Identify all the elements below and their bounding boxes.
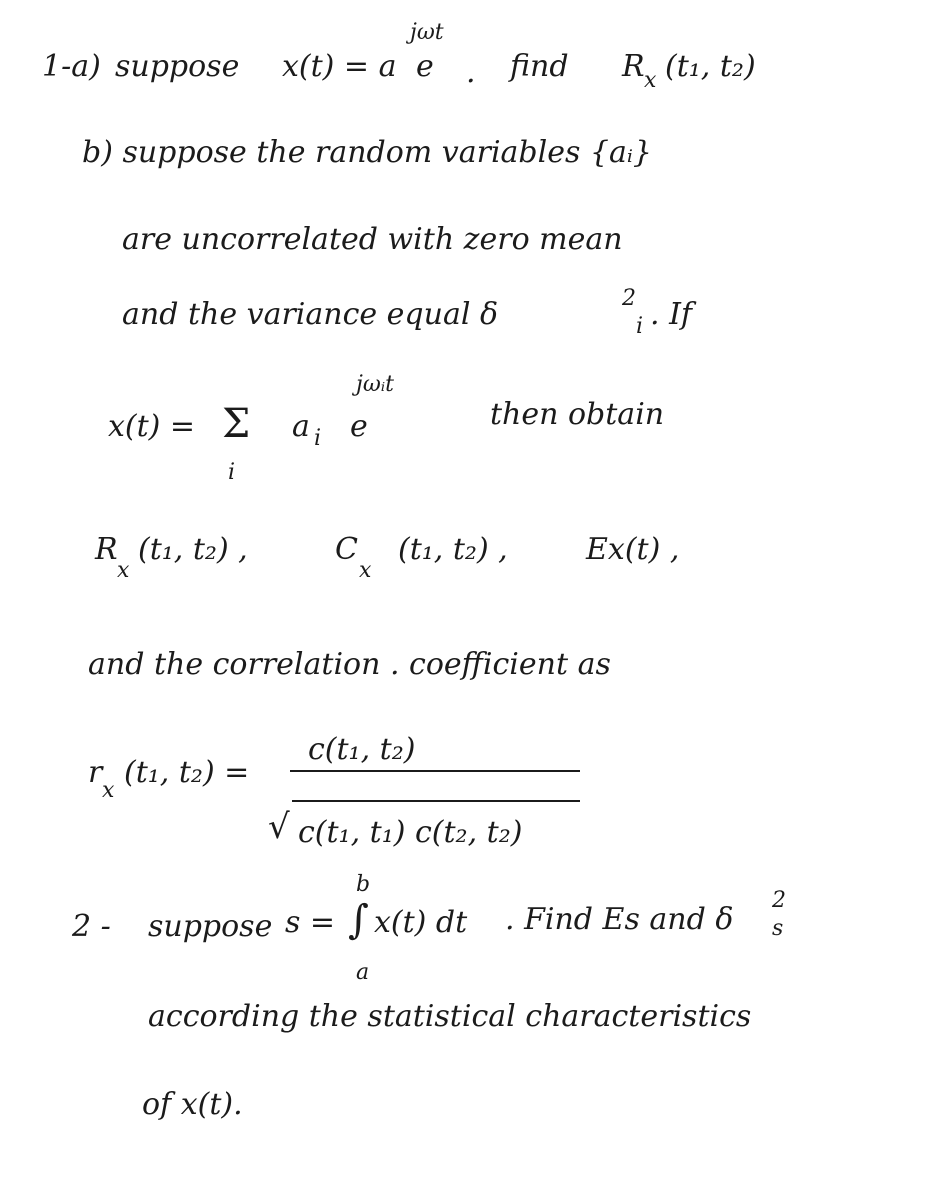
problem-2-variance-subscript: s bbox=[772, 916, 784, 941]
problem-2-line-3: of x(t). bbox=[142, 1087, 243, 1122]
fraction-bar bbox=[290, 770, 580, 772]
autocorrelation-args: (t₁, t₂) , bbox=[138, 532, 248, 567]
fraction-denominator: c(t₁, t₁) c(t₂, t₂) bbox=[298, 815, 523, 850]
autocovariance-args: (t₁, t₂) , bbox=[398, 532, 508, 567]
problem-2-variance-exponent: 2 bbox=[772, 888, 786, 913]
correlation-coefficient-subscript: x bbox=[102, 778, 115, 803]
coefficient-a-subscript: i bbox=[314, 426, 322, 451]
autocovariance-symbol: C bbox=[335, 532, 358, 567]
fraction-numerator: c(t₁, t₂) bbox=[308, 732, 416, 767]
problem-1b-line-2: are uncorrelated with zero mean bbox=[122, 222, 623, 257]
summation-sign: Σ bbox=[222, 401, 251, 447]
problem-1a-suppose: suppose bbox=[115, 49, 240, 84]
coefficient-a: a bbox=[292, 409, 310, 444]
problem-1b-variance-exponent: 2 bbox=[622, 286, 636, 311]
autocorrelation-symbol: R bbox=[95, 532, 118, 567]
problem-2-suppose: suppose bbox=[148, 909, 273, 944]
problem-1a-autocorrelation-args: (t₁, t₂) bbox=[665, 49, 756, 84]
correlation-coefficient-symbol: r bbox=[88, 755, 103, 790]
autocovariance-subscript: x bbox=[359, 558, 372, 583]
integrand: x(t) dt bbox=[374, 905, 468, 940]
expected-value: Ex(t) , bbox=[586, 532, 680, 567]
problem-1a-find: find bbox=[510, 49, 569, 84]
problem-1b-variance-subscript: i bbox=[636, 314, 644, 339]
problem-2-find: . Find Es and δ bbox=[505, 902, 734, 937]
process-definition-lhs: x(t) = bbox=[108, 409, 196, 444]
correlation-coefficient-line: and the correlation . coefficient as bbox=[88, 647, 611, 682]
correlation-coefficient-args: (t₁, t₂) = bbox=[124, 755, 250, 790]
autocorrelation-subscript: x bbox=[117, 558, 130, 583]
problem-1a-lhs: x(t) = a bbox=[282, 49, 397, 84]
problem-2-label: 2 - bbox=[72, 909, 111, 944]
problem-1b-line-3: and the variance equal δ bbox=[122, 297, 499, 332]
exponential-exponent: jωᵢt bbox=[356, 372, 395, 397]
radical-bar bbox=[292, 800, 580, 802]
problem-1a-label: 1-a) bbox=[42, 49, 101, 84]
problem-2-line-2: according the statistical characteristics bbox=[148, 999, 752, 1034]
problem-2-lhs: s = bbox=[285, 905, 336, 940]
square-root-sign: √ bbox=[268, 807, 290, 847]
integral-upper-limit: b bbox=[356, 872, 371, 897]
exponential-base: e bbox=[350, 409, 368, 444]
problem-1b-line-3-end: . If bbox=[650, 297, 693, 332]
summation-index: i bbox=[228, 460, 236, 485]
problem-1a-exponential-base: e bbox=[416, 49, 434, 84]
problem-1a-exponent: jωt bbox=[410, 20, 444, 45]
problem-1b-line-1: b) suppose the random variables {aᵢ} bbox=[82, 135, 653, 170]
problem-1a-autocorrelation-symbol: R bbox=[622, 49, 645, 84]
problem-1a-period: . bbox=[466, 55, 476, 90]
integral-sign: ∫ bbox=[348, 897, 369, 943]
integral-lower-limit: a bbox=[356, 960, 370, 985]
then-obtain: then obtain bbox=[490, 397, 665, 432]
problem-1a-autocorrelation-subscript: x bbox=[644, 68, 657, 93]
